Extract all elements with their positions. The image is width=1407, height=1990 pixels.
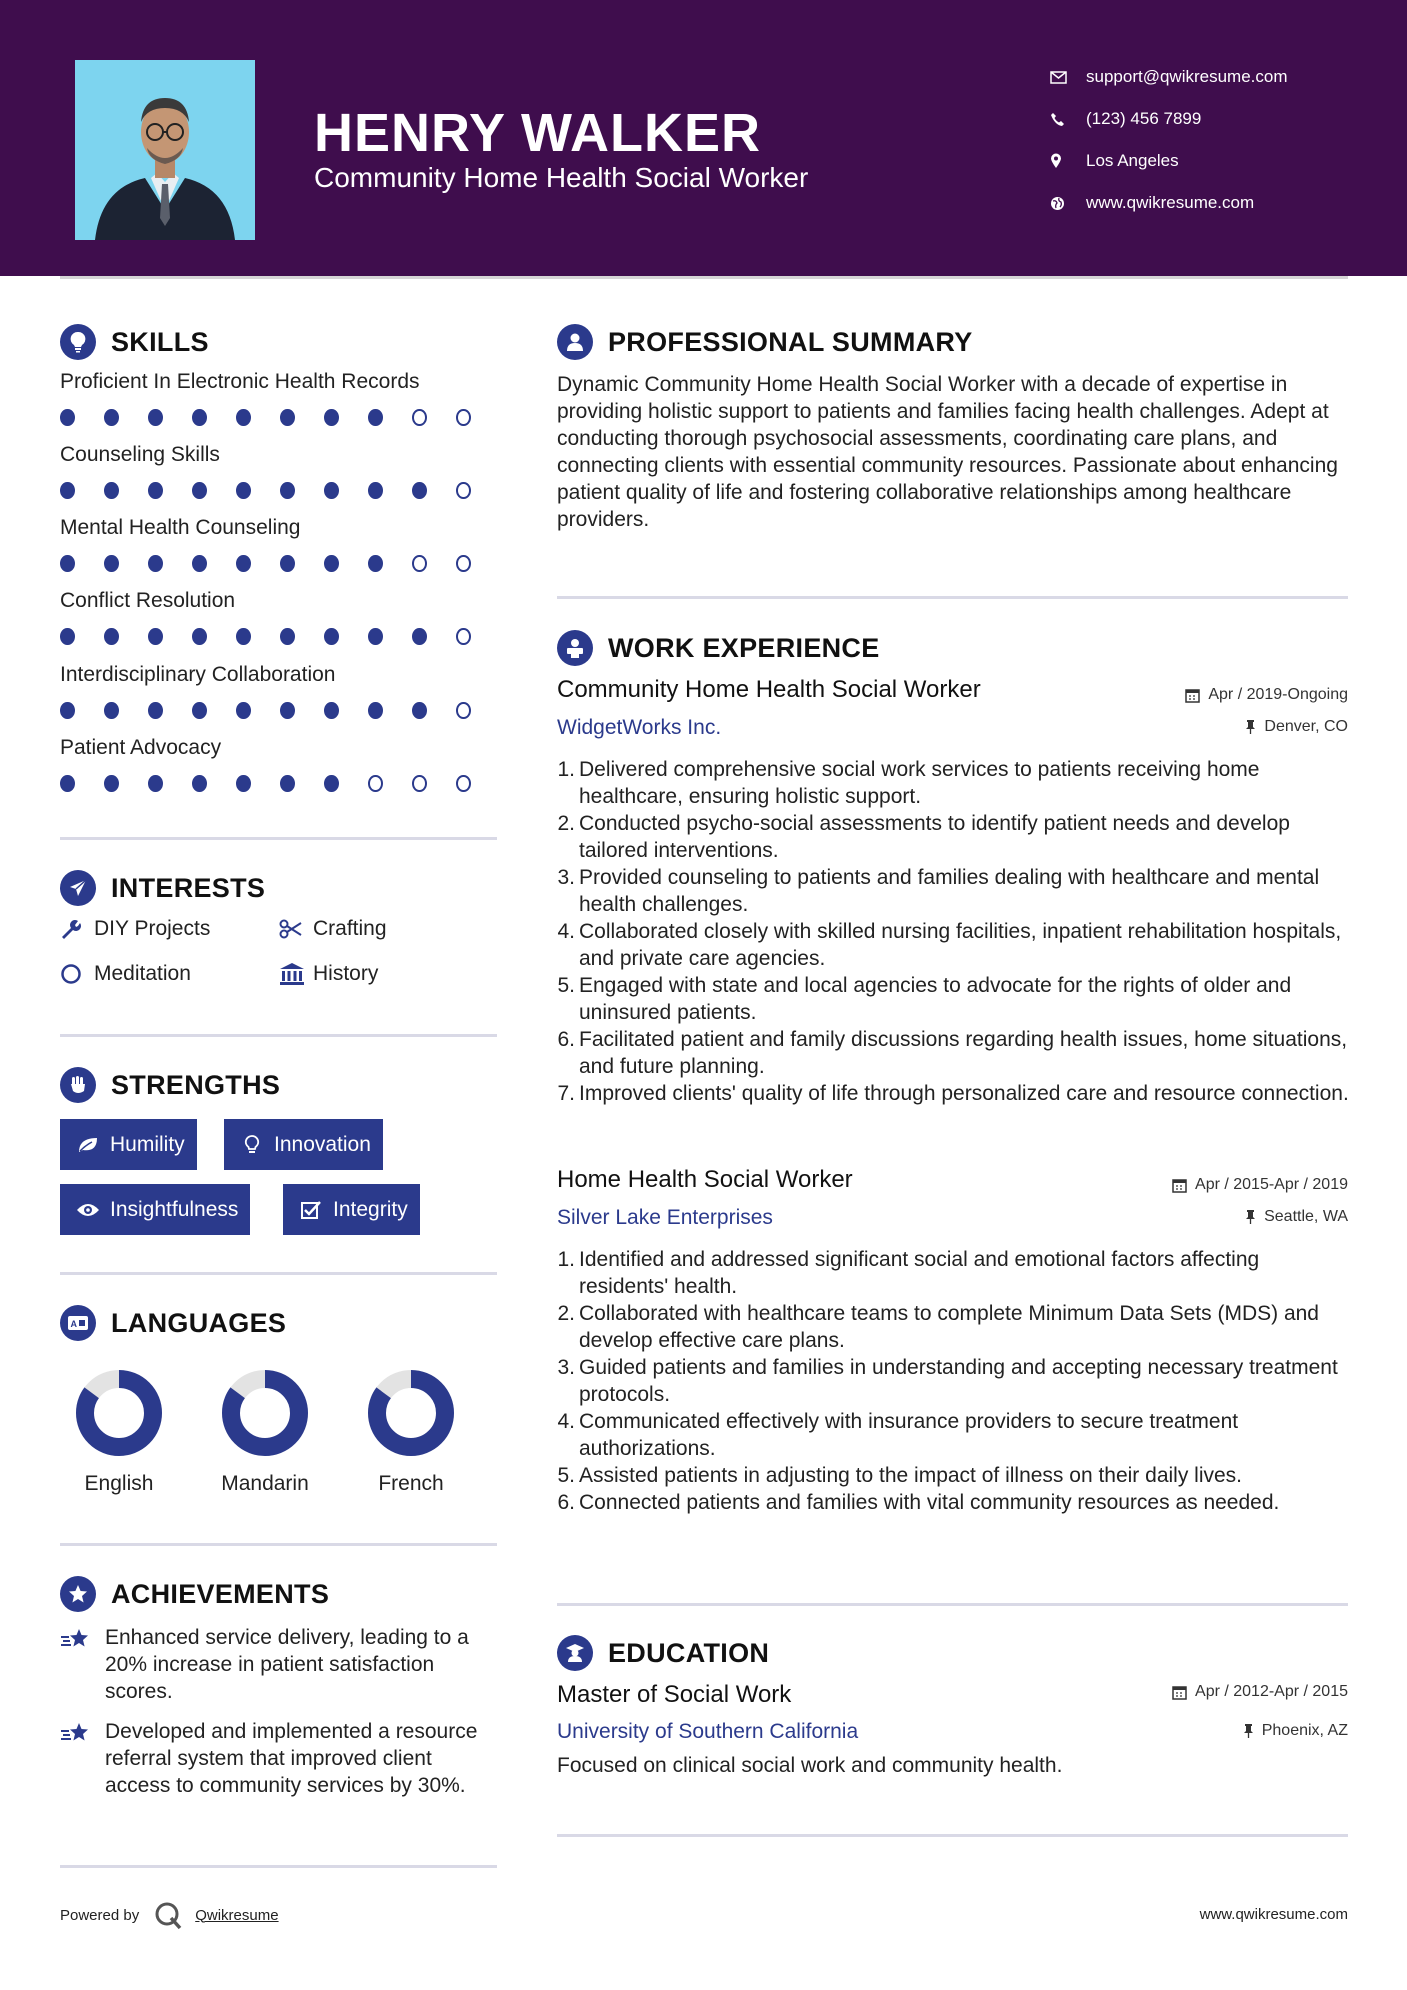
interests-heading: INTERESTS [60, 870, 265, 906]
rating-dot-empty [456, 628, 471, 645]
duty-text: Connected patients and families with vital community resources as needed. [579, 1491, 1280, 1514]
rating-dot-filled [368, 702, 383, 719]
duty-item [557, 864, 1352, 918]
duty-number: 5. [557, 1464, 575, 1487]
strength-insightfulness: Insightfulness [60, 1184, 250, 1235]
rating-dot-filled [60, 628, 75, 645]
skill-rating [60, 766, 500, 800]
rating-dot-filled [236, 409, 251, 426]
section-divider [60, 1272, 497, 1275]
strengths-heading: STRENGTHS [60, 1067, 280, 1103]
duty-number: 4. [557, 920, 575, 943]
skill-rating [60, 619, 500, 653]
rating-dot-filled [104, 482, 119, 499]
strength-integrity: Integrity [283, 1184, 420, 1235]
duty-item [557, 756, 1352, 810]
rating-dot-filled [324, 702, 339, 719]
qwikresume-logo-icon [153, 1900, 183, 1930]
rating-dot-filled [192, 775, 207, 792]
duty-number: 7. [557, 1082, 575, 1105]
duty-number: 1. [557, 758, 575, 781]
rating-dot-filled [412, 628, 427, 645]
experience-heading: WORK EXPERIENCE [557, 630, 880, 666]
pushpin-icon [1243, 1723, 1254, 1739]
job-dates: Apr / 2019-Ongoing [1185, 686, 1348, 704]
skill-label: Patient Advocacy [60, 736, 222, 759]
rating-dot-filled [60, 555, 75, 572]
rating-dot-filled [412, 702, 427, 719]
language-label: English [84, 1472, 154, 1495]
rating-dot-filled [104, 775, 119, 792]
interest-history: History [279, 962, 378, 986]
duty-text: Provided counseling to patients and families dealing with healthcare and mental health challenges. [579, 866, 1320, 916]
job-dates: Apr / 2015-Apr / 2019 [1172, 1176, 1348, 1194]
summary-heading: PROFESSIONAL SUMMARY [557, 324, 973, 360]
duty-number: 2. [557, 812, 575, 835]
education-location: Phoenix, AZ [1243, 1722, 1348, 1740]
achievement-item: Developed and implemented a resource referral system that improved client access to community services by 30%. [60, 1718, 500, 1799]
rating-dot-filled [104, 409, 119, 426]
skill-item [60, 736, 500, 800]
duty-number: 4. [557, 1410, 575, 1433]
raised-fist-icon [60, 1067, 96, 1103]
duty-text: Engaged with state and local agencies to advocate for the rights of older and uninsured patients. [579, 974, 1292, 1024]
rating-dot-filled [192, 482, 207, 499]
rating-dot-filled [192, 702, 207, 719]
candidate-name: HENRY WALKER [314, 103, 762, 163]
job-title: Community Home Health Social Worker [557, 676, 981, 703]
skill-item [60, 516, 500, 580]
duty-number: 5. [557, 974, 575, 997]
education-dates: Apr / 2012-Apr / 2015 [1172, 1683, 1348, 1701]
checkbox-icon [293, 1200, 329, 1220]
rating-dot-filled [104, 702, 119, 719]
calendar-icon [1185, 688, 1200, 703]
job-duties-list [557, 756, 1352, 1107]
school-name: University of Southern California [557, 1720, 859, 1743]
star-badge-icon [60, 1576, 96, 1612]
rating-dot-filled [280, 775, 295, 792]
duty-item [557, 1408, 1352, 1462]
contact-website[interactable]: www.qwikresume.com [1050, 182, 1288, 224]
contact-phone[interactable]: (123) 456 7899 [1050, 98, 1288, 140]
company-name: Silver Lake Enterprises [557, 1206, 773, 1229]
user-icon [557, 324, 593, 360]
rating-dot-filled [60, 409, 75, 426]
skill-label: Counseling Skills [60, 443, 220, 466]
rating-dot-filled [368, 409, 383, 426]
rating-dot-empty [456, 775, 471, 792]
skill-item [60, 370, 500, 434]
language-item [59, 1368, 179, 1496]
rating-dot-filled [60, 702, 75, 719]
rating-dot-empty [456, 482, 471, 499]
duty-item [557, 1354, 1352, 1408]
interest-meditation: Meditation [60, 962, 191, 986]
duty-item [557, 1489, 1352, 1516]
rating-dot-empty [412, 555, 427, 572]
job-duties-list [557, 1246, 1352, 1516]
section-divider [60, 1865, 497, 1868]
rating-dot-filled [148, 482, 163, 499]
eye-icon [70, 1202, 106, 1218]
rating-dot-filled [148, 628, 163, 645]
header-divider [60, 276, 1348, 279]
rating-dot-empty [412, 775, 427, 792]
duty-number: 3. [557, 1356, 575, 1379]
section-divider [557, 1603, 1348, 1606]
language-item [205, 1368, 325, 1496]
duty-text: Identified and addressed significant social and emotional factors affecting residents' health. [579, 1248, 1260, 1298]
language-donut [220, 1368, 310, 1458]
profile-photo [75, 60, 255, 240]
duty-item [557, 1246, 1352, 1300]
rating-dot-filled [192, 409, 207, 426]
paper-plane-icon [60, 870, 96, 906]
section-divider [60, 1034, 497, 1037]
rating-dot-filled [148, 775, 163, 792]
lightbulb-icon [234, 1134, 270, 1156]
rating-dot-filled [192, 628, 207, 645]
section-divider [60, 837, 497, 840]
rating-dot-filled [192, 555, 207, 572]
rating-dot-filled [324, 775, 339, 792]
graduate-icon [557, 1635, 593, 1671]
rating-dot-filled [236, 775, 251, 792]
briefcase-user-icon [557, 630, 593, 666]
rating-dot-filled [236, 628, 251, 645]
duty-item [557, 1462, 1352, 1489]
achievement-item: Enhanced service delivery, leading to a 20% increase in patient satisfaction scores. [60, 1624, 500, 1705]
qwikresume-link[interactable]: Qwikresume [195, 1906, 279, 1924]
calendar-icon [1172, 1178, 1187, 1193]
rating-dot-filled [324, 555, 339, 572]
rating-dot-empty [456, 409, 471, 426]
duty-number: 2. [557, 1302, 575, 1325]
rating-dot-filled [236, 482, 251, 499]
rating-dot-filled [324, 628, 339, 645]
rating-dot-filled [368, 555, 383, 572]
job-title: Home Health Social Worker [557, 1166, 853, 1193]
lightbulb-icon [60, 324, 96, 360]
skill-label: Proficient In Electronic Health Records [60, 370, 420, 393]
strength-humility: Humility [60, 1119, 197, 1170]
duty-number: 6. [557, 1491, 575, 1514]
svg-text:A: A [70, 1319, 78, 1329]
shooting-star-icon [60, 1718, 105, 1799]
skills-heading: SKILLS [60, 324, 209, 360]
rating-dot-filled [280, 628, 295, 645]
summary-text: Dynamic Community Home Health Social Worker with a decade of expertise in providing holistic support to patients and families facing health challenges. Adept at conducting thorough psychosocial assessments, coordinating care plans, and connecting clients with essential community resources. Passionate about enhancing patient quality of life and fostering collaborative relationships among healthcare providers. [557, 373, 1338, 531]
duty-text: Delivered comprehensive social work services to patients receiving home healthcare, ensuring holistic support. [579, 758, 1260, 808]
duty-item [557, 810, 1352, 864]
rating-dot-filled [60, 775, 75, 792]
contact-email[interactable]: support@qwikresume.com [1050, 56, 1288, 98]
pushpin-icon [1245, 1209, 1256, 1225]
skill-label: Conflict Resolution [60, 589, 236, 612]
language-card-icon [60, 1305, 96, 1341]
rating-dot-filled [280, 702, 295, 719]
rating-dot-filled [280, 409, 295, 426]
contact-location: Los Angeles [1050, 140, 1288, 182]
rating-dot-filled [104, 555, 119, 572]
duty-number: 3. [557, 866, 575, 889]
skill-item [60, 443, 500, 507]
rating-dot-filled [104, 628, 119, 645]
language-donut [366, 1368, 456, 1458]
rating-dot-empty [456, 702, 471, 719]
rating-dot-filled [60, 482, 75, 499]
duty-item [557, 972, 1352, 1026]
wrench-icon [60, 918, 94, 940]
language-label: French [378, 1472, 444, 1495]
scissors-icon [279, 919, 313, 939]
job-location: Denver, CO [1245, 718, 1348, 736]
duty-item [557, 1080, 1352, 1107]
degree-title: Master of Social Work [557, 1681, 792, 1708]
skill-rating [60, 693, 500, 727]
rating-dot-filled [368, 628, 383, 645]
contact-list [1050, 56, 1288, 224]
rating-dot-filled [148, 409, 163, 426]
job-location: Seattle, WA [1245, 1208, 1348, 1226]
envelope-icon [1050, 71, 1086, 84]
languages-heading: A LANGUAGES [60, 1305, 286, 1341]
section-divider [60, 1543, 497, 1546]
rating-dot-filled [280, 482, 295, 499]
interest-diy: DIY Projects [60, 917, 210, 941]
rating-dot-filled [412, 482, 427, 499]
duty-text: Assisted patients in adjusting to the impact of illness on their daily lives. [579, 1464, 1243, 1487]
skill-rating [60, 473, 500, 507]
circle-icon [60, 963, 94, 985]
education-heading: EDUCATION [557, 1635, 769, 1671]
company-name: WidgetWorks Inc. [557, 716, 722, 739]
candidate-title: Community Home Health Social Worker [314, 162, 809, 193]
section-divider [557, 596, 1348, 599]
language-label: Mandarin [221, 1472, 309, 1495]
strength-innovation: Innovation [224, 1119, 383, 1170]
calendar-icon [1172, 1685, 1187, 1700]
shooting-star-icon [60, 1624, 105, 1705]
section-divider [557, 1834, 1348, 1837]
rating-dot-filled [324, 482, 339, 499]
skill-label: Interdisciplinary Collaboration [60, 663, 336, 686]
location-pin-icon [1050, 153, 1086, 169]
phone-icon [1050, 112, 1086, 127]
duty-item [557, 1300, 1352, 1354]
language-item [351, 1368, 471, 1496]
footer-website-link[interactable]: www.qwikresume.com [1199, 1906, 1348, 1923]
duty-text: Collaborated closely with skilled nursing facilities, inpatient rehabilitation hospitals, and private care agencies. [579, 920, 1342, 970]
duty-item [557, 918, 1352, 972]
rating-dot-empty [456, 555, 471, 572]
rating-dot-empty [412, 409, 427, 426]
duty-text: Guided patients and families in understanding and accepting necessary treatment protocols. [579, 1356, 1338, 1406]
leaf-icon [70, 1136, 106, 1154]
rating-dot-filled [236, 555, 251, 572]
rating-dot-filled [148, 702, 163, 719]
duty-text: Collaborated with healthcare teams to complete Minimum Data Sets (MDS) and develop effective care plans. [579, 1302, 1319, 1352]
language-donut [74, 1368, 164, 1458]
duty-item [557, 1026, 1352, 1080]
skill-rating [60, 546, 500, 580]
rating-dot-filled [236, 702, 251, 719]
duty-text: Conducted psycho-social assessments to identify patient needs and develop tailored interventions. [579, 812, 1290, 862]
duty-text: Facilitated patient and family discussions regarding health issues, home situations, and future planning. [579, 1028, 1348, 1078]
rating-dot-empty [368, 775, 383, 792]
skill-rating [60, 400, 500, 434]
duty-text: Communicated effectively with insurance providers to secure treatment authorizations. [579, 1410, 1239, 1460]
rating-dot-filled [324, 409, 339, 426]
duty-number: 6. [557, 1028, 575, 1051]
skill-label: Mental Health Counseling [60, 516, 301, 539]
rating-dot-filled [148, 555, 163, 572]
achievements-heading: ACHIEVEMENTS [60, 1576, 329, 1612]
footer-powered-by: Powered by Qwikresume [60, 1900, 279, 1930]
museum-icon [279, 962, 313, 986]
globe-icon [1050, 196, 1086, 211]
resume-header [0, 0, 1407, 276]
skill-item [60, 589, 500, 653]
pushpin-icon [1245, 719, 1256, 735]
duty-text: Improved clients' quality of life through personalized care and resource connection. [579, 1082, 1349, 1105]
education-description: Focused on clinical social work and community health. [557, 1754, 1063, 1777]
rating-dot-filled [368, 482, 383, 499]
interest-crafting: Crafting [279, 917, 387, 941]
skill-item [60, 663, 500, 727]
duty-number: 1. [557, 1248, 575, 1271]
rating-dot-filled [280, 555, 295, 572]
